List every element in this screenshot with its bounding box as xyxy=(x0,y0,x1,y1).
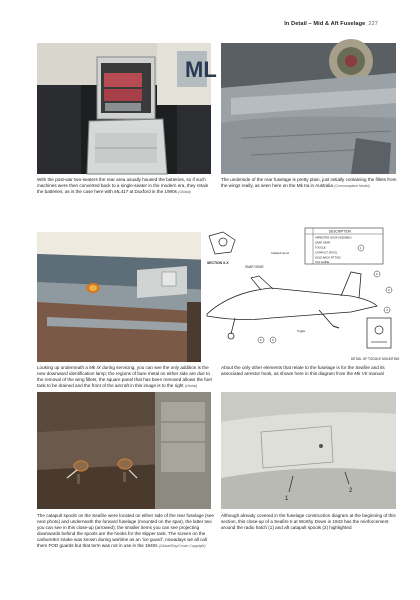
arrestor-hook-diagram xyxy=(201,226,406,364)
seafire-radio-hatch-caption xyxy=(221,513,397,531)
running-head xyxy=(284,21,378,27)
table-title: DESCRIPTION xyxy=(329,229,351,234)
caption-text-end: during servicing, you can see the only addition is the new downward identification lamp; the regions of bare metal on either side are due to the removal of the wing fillets, the square panel that has been removed allows the fuel tank to be drained and the front of the aircraft in this image is to the right xyxy=(37,365,212,388)
snap-gear-label: SNAP GEAR xyxy=(245,265,264,269)
photo-credit: (Global) xyxy=(184,384,198,388)
battery-compartment-caption xyxy=(37,177,215,195)
caption-text: The underside of the rear fuselage is pretty plain, just initially containing the fillets from the wings really, as seen here on the Mk IIa in Australia xyxy=(221,177,397,188)
caption-italic: Mk VII xyxy=(354,371,368,376)
arrestor-hook-drawing xyxy=(201,226,406,364)
detail-label: DETAIL OF TOGGLE MOUNTING xyxy=(351,357,400,361)
section-label: SECTION X-X xyxy=(207,261,229,265)
catapult-spools-caption xyxy=(37,513,215,549)
photo-credit: (Global) xyxy=(178,190,191,194)
catapult-spools-illustration xyxy=(37,392,211,509)
table-row-3: TOGGLE xyxy=(315,246,326,250)
callout-2: 2 xyxy=(376,272,378,277)
arrestor-hook-caption xyxy=(221,365,397,377)
page-header xyxy=(0,0,420,34)
fuselage-code-letters: ML xyxy=(185,57,217,82)
callout-6: 6 xyxy=(272,338,274,343)
toggle-label: Toggle xyxy=(297,329,306,333)
caption-text: Although already covered in the fuselage construction diagram at the beginning of this section, this close-up of a Seafire II at Worthy Down in 1943 has the reinforcement around the radio hatch (1) and aft catapult spools (2) highlighted xyxy=(221,513,396,530)
callout-4: 4 xyxy=(386,308,388,313)
photo-credit: (Commonplace Model) xyxy=(334,184,370,188)
caption-text-end: at Duxford in the 1990s xyxy=(128,189,179,194)
table-row-5: HOLD BACK FITTING xyxy=(315,256,341,260)
caption-italic: Mk IX xyxy=(89,365,101,370)
marker-2: 2 xyxy=(349,488,353,494)
section-title: In Detail – Mid & Aft Fuselage xyxy=(284,21,366,27)
mk-ix-underside-illustration xyxy=(37,232,211,362)
mk-ix-underside-caption xyxy=(37,365,215,389)
caption-text: With the post-war two-seaters the rear area usually housed the batteries, so if such machines were then converted back to a single-seater in the modern era, they retain the batteries, as is the case here with xyxy=(37,177,209,194)
page-number: 227 xyxy=(368,21,378,27)
battery-compartment-illustration xyxy=(37,43,217,174)
callout-3: 3 xyxy=(388,288,390,293)
caption-text: Looking up underneath a xyxy=(37,365,90,370)
seafire-radio-hatch-illustration xyxy=(221,392,396,509)
table-row-2: SNAP GEAR xyxy=(315,241,331,245)
mk-ix-underside-photo xyxy=(37,232,211,362)
marker-1: 1 xyxy=(285,496,289,502)
rear-fuselage-illustration xyxy=(221,43,396,174)
table-row-6: TAIL GUIDE xyxy=(315,261,330,264)
rear-fuselage-underside-photo xyxy=(221,43,396,174)
table-row-1: ARRESTER HOOK ASSEMBLY xyxy=(315,236,352,240)
table-row-4: CATAPULT SPOOL xyxy=(315,251,338,255)
callout-1: 1 xyxy=(360,246,362,251)
callout-5: 5 xyxy=(260,338,262,343)
caption-italic: ML417 xyxy=(114,189,129,194)
photo-credit: (Global/Ray/Crown Copyright) xyxy=(158,544,206,548)
catapult-spools-photo xyxy=(37,392,211,509)
caption-text: About the only other elements that relate to the fuselage is for the Seafire and its associated arrestor hook, as shown here in this diagram from the xyxy=(221,365,385,376)
caption-text-end: manual xyxy=(367,371,384,376)
battery-compartment-photo xyxy=(37,43,217,174)
rear-fuselage-underside-caption xyxy=(221,177,397,189)
catapult-spool-label: Catapult spool xyxy=(271,251,289,255)
seafire-radio-hatch-photo xyxy=(221,392,396,509)
caption-text: The catapult spools on the Seafire were located on either side of the rear fuselage (see next photo) and underneath the forward fuselage (mounted on the spar), the latter two you can see in this close-up (arrowed); the smaller items you can see projecting downwards behind the spools are the hooks for the slipper tank. The screen on the carburettor intake was known during wartime as an 'ice guard', nowadays we all call them FOD guards but that term was not in use in the 1940s xyxy=(37,513,214,548)
